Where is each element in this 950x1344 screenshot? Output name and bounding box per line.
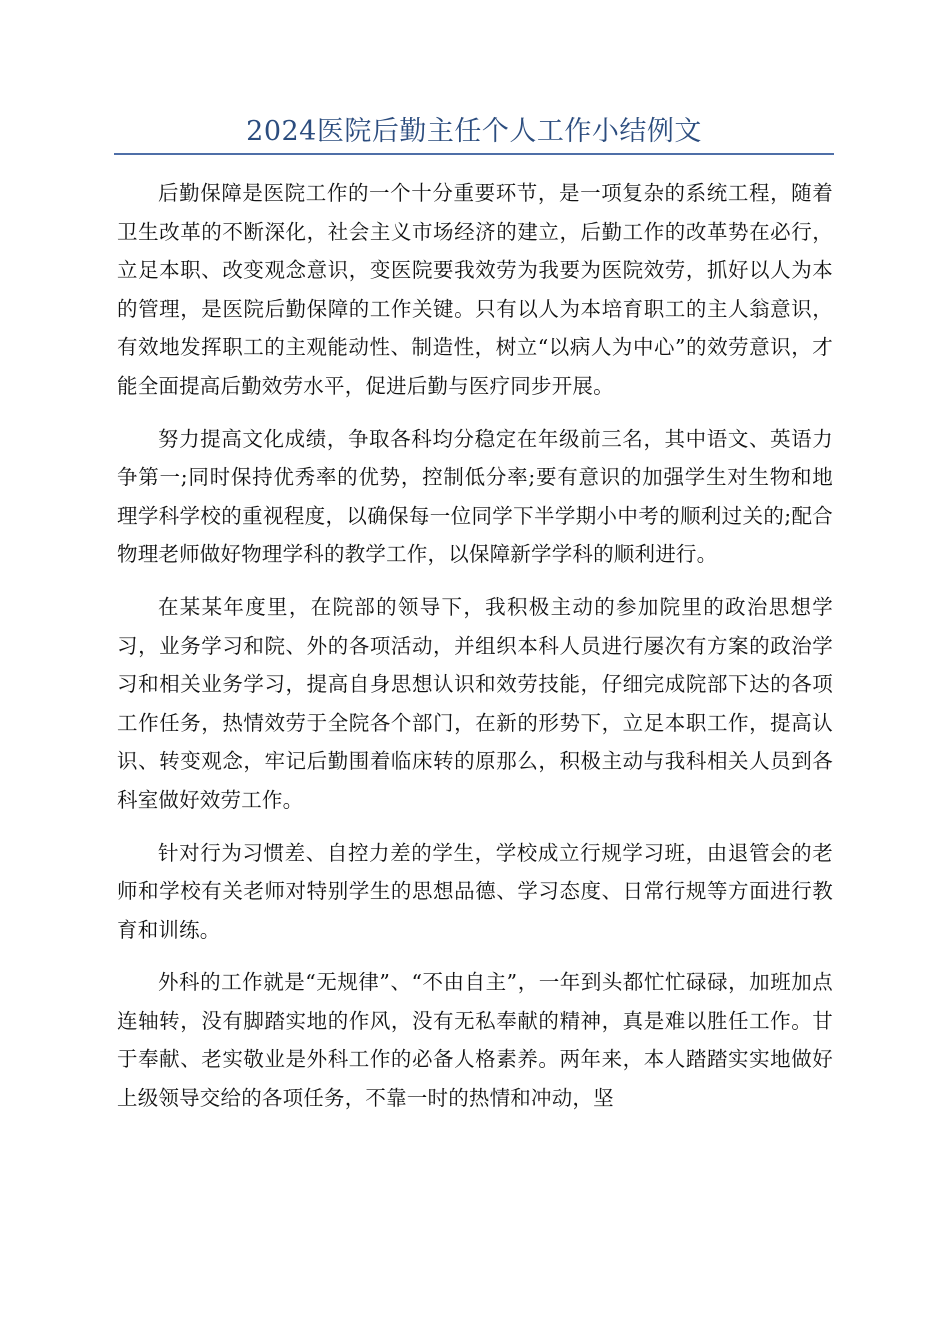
paragraph-4: 针对行为习惯差、自控力差的学生，学校成立行规学习班，由退管会的老师和学校有关老师对特别学生的思想品德、学习态度、日常行规等方面进行教育和训练。 xyxy=(117,840,833,942)
paragraph-3: 在某某年度里，在院部的领导下，我积极主动的参加院里的政治思想学习，业务学习和院、外的各项活动，并组织本科人员进行屡次有方案的政治学习和相关业务学习，提高自身思想认识和效劳技能，仔细完成院部下达的各项工作任务，热情效劳于全院各个部门，在新的形势下，立足本职工作，提高认识、转变观念，牢记后勤围着临床转的原那么，积极主动与我科相关人员到各科室做好效劳工作。 xyxy=(117,594,833,812)
document-title: 2024医院后勤主任个人工作小结例文 xyxy=(246,116,702,147)
paragraph-5: 外科的工作就是“无规律”、“不由自主”，一年到头都忙忙碌碌，加班加点连轴转，没有脚踏实地的作风，没有无私奉献的精神，真是难以胜任工作。甘于奉献、老实敬业是外科工作的必备人格素养。两年来，本人踏踏实实地做好上级领导交给的各项任务，不靠一时的热情和冲动，坚 xyxy=(117,970,833,1111)
document-body xyxy=(117,174,833,1132)
paragraph-2: 努力提高文化成绩，争取各科均分稳定在年级前三名，其中语文、英语力争第一;同时保持优秀率的优势，控制低分率;要有意识的加强学生对生物和地理学科学校的重视程度，以确保每一位同学下半学期小中考的顺利过关的;配合物理老师做好物理学科的教学工作，以保障新学学科的顺利进行。 xyxy=(117,426,833,567)
title-underline xyxy=(114,153,834,155)
paragraph-1: 后勤保障是医院工作的一个十分重要环节，是一项复杂的系统工程，随着卫生改革的不断深化，社会主义市场经济的建立，后勤工作的改革势在必行，立足本职、改变观念意识，变医院要我效劳为我要为医院效劳，抓好以人为本的管理，是医院后勤保障的工作关键。只有以人为本培育职工的主人翁意识，有效地发挥职工的主观能动性、制造性，树立“以病人为中心”的效劳意识，才能全面提高后勤效劳水平，促进后勤与医疗同步开展。 xyxy=(117,181,833,398)
